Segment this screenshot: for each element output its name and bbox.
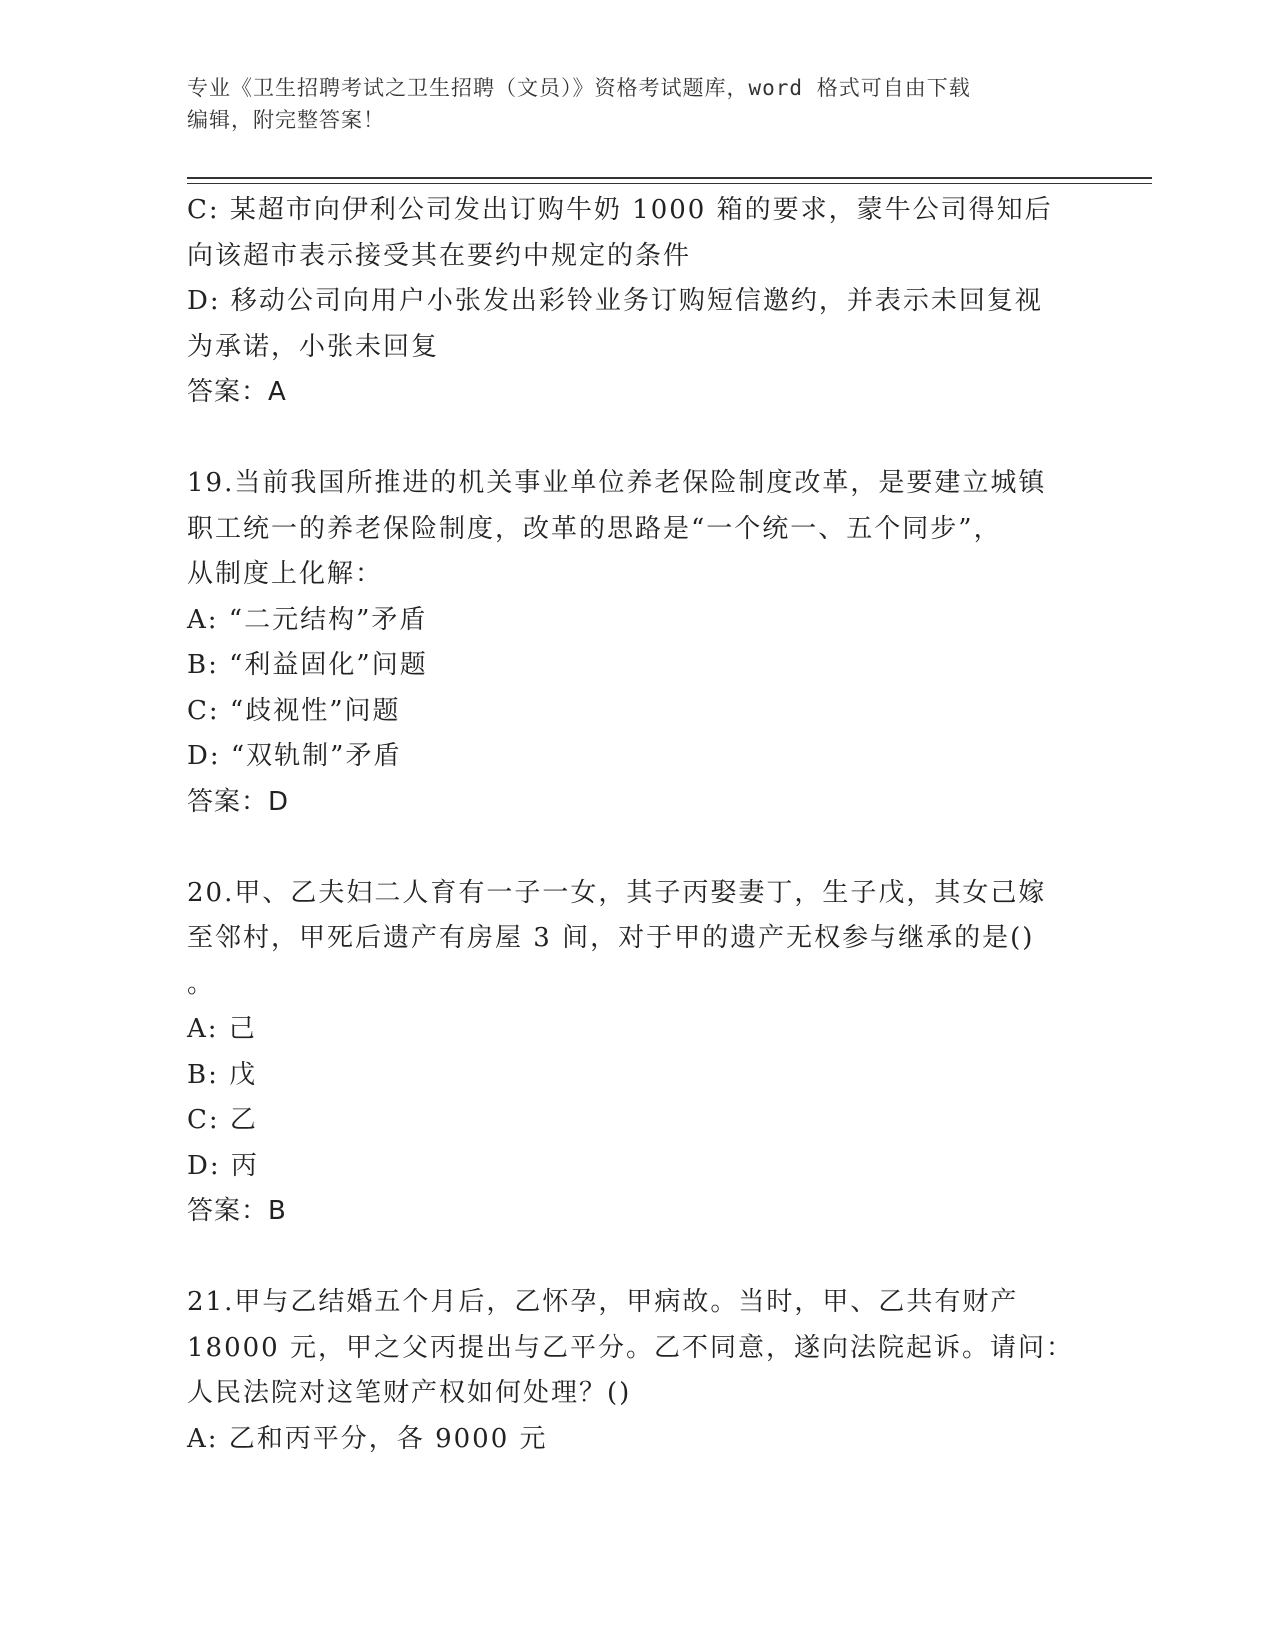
q20-stem-line-3: 。 [187,968,216,999]
q18-answer-value: A [268,377,287,407]
q19-option-c: C: “歧视性”问题 [187,695,401,726]
q20-stem-line-1: 20.甲、乙夫妇二人育有一子一女，其子丙娶妻丁，生子戊，其女己嫁 [187,877,1047,908]
q19-option-a: A: “二元结构”矛盾 [187,604,428,635]
question-21 [187,1280,1117,1462]
q20-option-b: B: 戊 [187,1059,258,1090]
header-divider-thin [187,183,1152,184]
q20-answer [187,1189,1117,1235]
q19-answer-label: 答案： [187,786,269,817]
q19-stem-line-1: 19.当前我国所推进的机关事业单位养老保险制度改革，是要建立城镇 [187,468,1047,498]
document-header [187,72,1087,136]
q20-answer-value: B [268,1196,287,1226]
q18-answer [187,370,1117,416]
q20-option-d: D: 丙 [187,1150,259,1181]
q19-option-b: B: “利益固化”问题 [187,650,428,680]
header-line-2: 编辑，附完整答案！ [187,108,385,132]
q19-answer [187,780,1117,826]
q18-answer-label: 答案： [187,377,269,407]
q18-option-d-line-2: 为承诺，小张未回复 [187,331,440,362]
q19-stem-line-2: 职工统一的养老保险制度，改革的思路是“一个统一、五个同步”， [187,513,1002,544]
spacer [187,825,1117,871]
q21-stem-line-1: 21.甲与乙结婚五个月后，乙怀孕，甲病故。当时，甲、乙共有财产 [187,1287,1019,1317]
q21-stem-line-3: 人民法院对这笔财产权如何处理？() [187,1378,632,1408]
header-line-1: 专业《卫生招聘考试之卫生招聘（文员）》资格考试题库，word 格式可自由下载 [187,76,971,100]
q18-option-c-line-1: C: 某超市向伊利公司发出订购牛奶 1000 箱的要求，蒙牛公司得知后 [187,195,1053,225]
q20-answer-label: 答案： [187,1196,269,1226]
spacer [187,416,1117,462]
q18-option-d-line-1: D: 移动公司向用户小张发出彩铃业务订购短信邀约，并表示未回复视 [187,286,1043,316]
question-20 [187,871,1117,1235]
spacer [187,1235,1117,1281]
q21-option-a: A: 乙和丙平分，各 9000 元 [187,1423,548,1454]
question-18 [187,188,1117,416]
header-divider-thick [187,177,1152,179]
q18-option-c-line-2: 向该超市表示接受其在要约中规定的条件 [187,240,692,271]
question-list [187,188,1117,1462]
q21-stem-line-2: 18000 元，甲之父丙提出与乙平分。乙不同意，遂向法院起诉。请问： [187,1332,1074,1363]
q20-stem-line-2: 至邻村，甲死后遗产有房屋 3 间，对于甲的遗产无权参与继承的是() [187,923,1035,953]
q20-option-a: A: 己 [187,1014,257,1044]
q19-answer-value: D [268,786,290,817]
q19-stem-line-3: 从制度上化解： [187,559,384,589]
question-19 [187,461,1117,825]
q20-option-c: C: 乙 [187,1105,258,1135]
q19-option-d: D: “双轨制”矛盾 [187,741,402,771]
